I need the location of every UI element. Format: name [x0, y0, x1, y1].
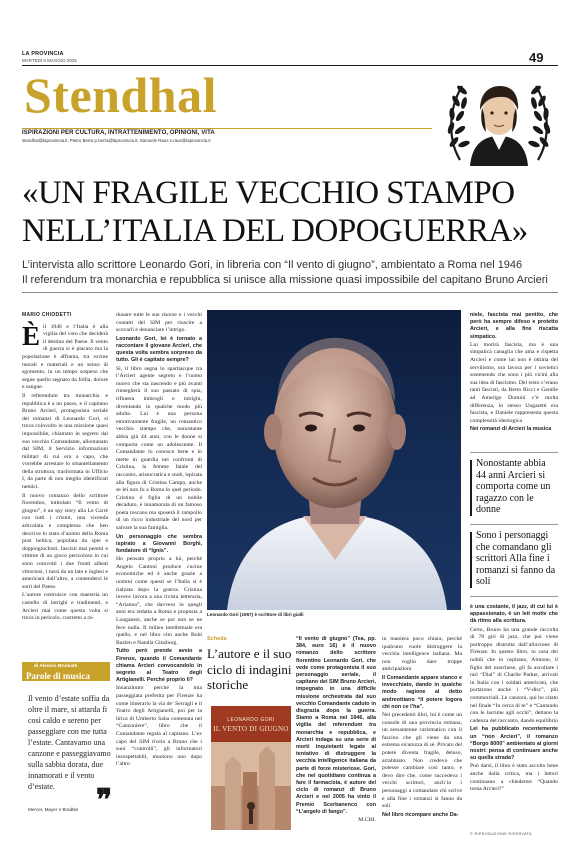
article-column-6-top — [470, 312, 558, 448]
paragraph: è una costante, il jazz, di cui lui è appassionato, è un leit motiv che dà ritmo alla scrittura. — [470, 604, 558, 625]
subhead-line-1: L’intervista allo scrittore Leonardo Gori, in libreria con “Il vento di giugno”, ambientato a Roma nel 1946 — [22, 259, 523, 271]
paper-name: LA PROVINCIA — [22, 51, 64, 57]
song-credit: Mercer, Mayer e Bradtke — [28, 807, 79, 812]
paragraph: Il referendum tra monarchia e repubblica è a un passo, e il capitano Bruno Arcieri, protagonista seriale dei romanzi di Leonardo Gori, si trova coinvolto in una missione quasi impossibile, chiamato in segreto dal suo vecchio Comandante, allontanato dal SIM, il Servizio informazioni militari di cui era a capo, che vorrebbe arrestare lo smantellamento della struttura, trasformata in Ufficio I, da parte di non meglio identificati nemici. — [22, 392, 108, 491]
interview-question: Un personaggio che sembra ispirato a Giovanni Borghi, fondatore di “Ignis”. — [116, 533, 202, 555]
book-title: IL VENTO DI GIUGNO — [213, 725, 289, 733]
interview-question: Tutto però prende avvio a Firenze, quando il Comandante chiama Arcieri convocandolo in segreto al Teatro degli Artigianelli. Perché proprio lì? — [116, 648, 202, 684]
subhead-line-2: Il referendum tra monarchia e repubblica si unisce alla missione quasi impossibile del capitano Bruno Arcieri — [22, 273, 548, 286]
song-lyrics: Il vento d’estate soffia da oltre il mare, si attarda fi così caldo e sereno per passeggiare con me tutta l’estate. Cantavamo una canzone e passeggiavamo sulla sabbia dorata, due innamorati e il vento d’estate. — [28, 694, 111, 791]
author-photo — [207, 310, 461, 610]
paragraph: niele, fascista mai pentito, che però ha sempre difeso e protetto Arcieri, e alla fine riscatta simpatico. — [470, 312, 558, 340]
book-author: LEONARDO GORI — [227, 717, 275, 723]
article-column-1 — [22, 312, 108, 650]
pull-quote-rule — [470, 596, 558, 597]
author-portrait-illustration — [207, 310, 461, 610]
headline-line-1: «UN FRAGILE VECCHIO STAMPO — [22, 175, 515, 211]
drop-cap: È — [22, 320, 41, 351]
paragraph: Sì, il libro segna lo spartiacque tra l’Arcieri agente segreto e l’uomo nuovo che sta nascendo e più avanti rinnegherà il suo passato di spia, rifiutera imbrogli e intrighi, diventando in qualche modo più adulto. Lui è una persona emotivamente fragile, un romantico vecchio stampo che, nonostante abbia già 44 anni, con le donne si comporta come un adolescente. Il Comandante lo conosce bene e lo mette in guardia nei confronti di Cristina, la femme fatale del racconto, aristocratica e snob, ispirata alla figura di Cristina Campo, anche se lei non fu a Roma in quel periodo. Cristina è figlia di un nobile decaduto, è innamorata di un famoso poeta toscano ma sposerà il rampollo di un ricco industriale del nord per salvare la sua famiglia. — [116, 365, 202, 532]
scheda-title: L’autore e il suo ciclo di indagini storiche — [207, 646, 292, 692]
paragraph: Può darsi, il libro è stato accolto bene anche dalla critica, ma i lettori continuano a chiedermi “Quando torna Arcieri?” — [470, 763, 558, 793]
paragraph: Certo, Bruno ha una grande raccolta di 78 giri di jazz, che poi viene purtroppo distrutta dall’alluvione di Firenze. In questo libro, in casa dei nobili che lo ospitano, Aimone, il figlio del marchese, gli fa ascoltare i rari “Dial” di Charlie Parker, arrivati in Italia con i soldati americani, che portarono anche i “V-disc”, più commerciali. Le canzoni, qui ho citato nel finale “In cerca di te” e “Cantando con le lacrime agli occhi”, dettano la cadenza del racconto, dando equilibrio — [470, 626, 558, 724]
paragraph: Nei precedenti libri, lui è come un console di una provincia romana, un sessantenne carismatico con il fascino che gli viene da una estrema sicurezza di sé. Privato del potere diventa fragile, deluso, arrabbiato. Non credevo che potesse cambiare così tanto, e devo dire che, come succedeva i vecchi scrittori, anch’io i personaggi a comandare chi scrive e alla fine i romanzi si fanno da soli — [382, 711, 462, 810]
interview-question: Nei romanzi di Arcieri la musica — [470, 426, 552, 433]
paragraph: il 1946 e l’Italia è alla vigilia del voto che deciderà il destino del Paese. Il vento di guerra si è placato ma la popolazione è affranta, tra rovine morali e materiali e un senso di sgomento, in un tempo sospeso che segue quello segnato da follia, dolore e sangue. — [22, 323, 108, 391]
rubric-author: di Alessio Brunialti — [34, 664, 78, 669]
interview-question: Nel libro ricompare anche Da- — [382, 811, 459, 818]
section-contacts: stendhal@laprovincia.it, Pietro Berra p.berra@laprovincia.it, Samuele Raus s.raus@laprovincia.it — [22, 138, 211, 143]
section-tagline: ISPIRAZIONI PER CULTURA, INTRATTENIMENTO, OPINIONI, VITA — [22, 130, 215, 136]
paper-date: MARTEDÌ 6 MAGGIO 2025 — [22, 58, 77, 63]
interview-question: Il Comandante appare stanco e invecchiato, dando in qualche modo ragione al detto andreottiano “il potere logora chi non ce l’ha”. — [382, 674, 462, 710]
page-number: 49 — [529, 50, 544, 65]
pull-quote-bar — [470, 460, 472, 516]
article-subhead — [22, 258, 562, 287]
quote-icon: ❞ — [96, 784, 113, 817]
top-rule — [22, 65, 558, 66]
signature: M.CHI. — [358, 817, 376, 824]
subhead-rule — [22, 292, 558, 293]
copyright-note: © RIPRODUZIONE RISERVATA — [470, 832, 532, 836]
paragraph: Il nuovo romanzo dello scrittore fiorentino, intitolato “Il vento di giugno”, è un spy story alla Le Carré con tutti i crismi, una vicenda articolata e complessa che ben descrive lo stato d’animo della Roma post bellica, popolata da spie e doppiogiochisti, fascisti mai pentiti e vittime di un gioco pericoloso in cui sono coinvolti i due fronti alleati vittoriosi, i russi da un lato e inglesi e americani dall’altro, a contendersi le sorti del Paese. — [22, 492, 108, 590]
paragraph: Lui morirà fascista, ma è una simpatica canaglia che ama e rispetta Arcieri e come lui non è ottima del servilismo, ora lavora per i sovietici sostenendo che sono i più vicini alla sua idea di fascismo. Del resto c’erano tanti fascisti, da Berto Ricci e Gentile ad Amerigo Dumini c’è molta differenza, lo stesso Ungaretti era fascista, e Daniele rappresenta questa complessità ideologica — [470, 341, 558, 424]
interview-question: Lei ha pubblicato recentemente un “non Arcieri”, il romanzo “Borgo 8000” ambientato ai giorni nostri: pensa di continuare anche su quella strada? — [470, 726, 558, 762]
paragraph: dunare tutte le sue risorse e i vecchi contatti del SIM per riuscire a scovarli e denunciare l’intrigo. — [116, 312, 202, 334]
article-headline — [22, 174, 562, 250]
masthead — [0, 0, 580, 168]
pull-quote-2: Sono i personaggi che comandano gli scrittori Alla fine i romanzi si fanno da soli — [476, 530, 556, 587]
headline-line-2: NELL’ITALIA DEL DOPOGUERRA» — [22, 213, 528, 249]
article-column-2 — [116, 312, 202, 836]
pull-quote-bar — [470, 532, 472, 588]
paragraph: “Il vento di giugno” (Tea, pp. 384, euro 16) è il nuovo romanzo dello scrittore fiorentino Leonardo Gori, che vede come protagonista il suo personaggio seriale, il capitano dei SIM Bruno Arcieri, impegnato in una difficile missione orchestrata dal suo vecchio Comandante caduto in disgrazia dopo la guerra. Siamo a Roma nel 1946, alla vigilia del referendum tra monarchia e repubblica, e Arcieri indaga su una serie di morti inquietanti legate al tentativo di distruggere la vecchia intelligence italiana da parte di forze misteriose. Gori, che nel quotidiano continua a fare il farmacista, è autore del ciclo di romanzi di Bruno Arcieri e nel 2005 ha vinto il Premio Scerbanenco con “L’angelo di fango”. — [296, 636, 376, 815]
paragraph: Innanzitutto perché la mia passeggiata preferita per Firenze ha come itinerario la via de’ Serragli e il Teatro degli Artigianelli, poi per la lirica di Umberto Saba contenuta nel “Canzoniere”, libro che il Comandante regala al capitano. L’ex capo del SIM rivela a Bruno che i suoi “controlli”, gli informatori insospettabili, muoiono uno dopo l’altro — [116, 685, 202, 768]
article-column-6-bottom — [470, 604, 558, 830]
photo-caption: Leonardo Gori (1957) è scrittore di libri gialli — [207, 612, 304, 617]
pull-quote-rule — [470, 452, 558, 453]
paragraph: in maniera poco chiara, perché qualcuno vuole distruggere la vecchia intelligence italiana. Ma non voglio dare troppe anticipazioni — [382, 636, 462, 673]
stendhal-portrait — [440, 70, 558, 166]
interview-question: Leonardo Gori, lei è tornato a raccontare il giovane Arcieri, che questa volta sembra sorpreso da tutto. Gli è capitato sempre? — [116, 335, 202, 364]
byline: MARIO CHIODETTI — [22, 312, 72, 318]
rubric-title: Parole di musica — [26, 671, 90, 681]
pull-quote-rule — [470, 524, 558, 525]
pull-quote-1: Nonostante abbia 44 anni Arcieri si comporta come un ragazzo con le donne — [476, 458, 551, 515]
section-rule — [22, 128, 432, 129]
paragraph: Ho pensato proprio a lui, perché Angelo Cantoni produce cucine economiche ed è anche grazie a uomini come questi se l’Italia si è rialzata dopo la guerra. Cristina invece lavora a una rivista letteraria, “Arianna”, che davvero in quegli anni era redatta a Roma e proposta a Longanesi, anche se poi non se ne fece nulla. Il milieu intellettuale era quello, e nel libro cito anche Bobi Bazlen e Natalia Ginzburg. — [116, 556, 202, 646]
scheda-text — [296, 636, 376, 836]
scheda-label: Scheda — [207, 636, 227, 642]
paragraph: L’autore costruisce con maestria un castello di intrighi e tradimenti, e Arcieri mai come questa volta si trova in pericolo, costretto a ra- — [22, 592, 108, 622]
section-title: Stendhal — [24, 67, 217, 123]
article-column-5 — [382, 636, 462, 836]
